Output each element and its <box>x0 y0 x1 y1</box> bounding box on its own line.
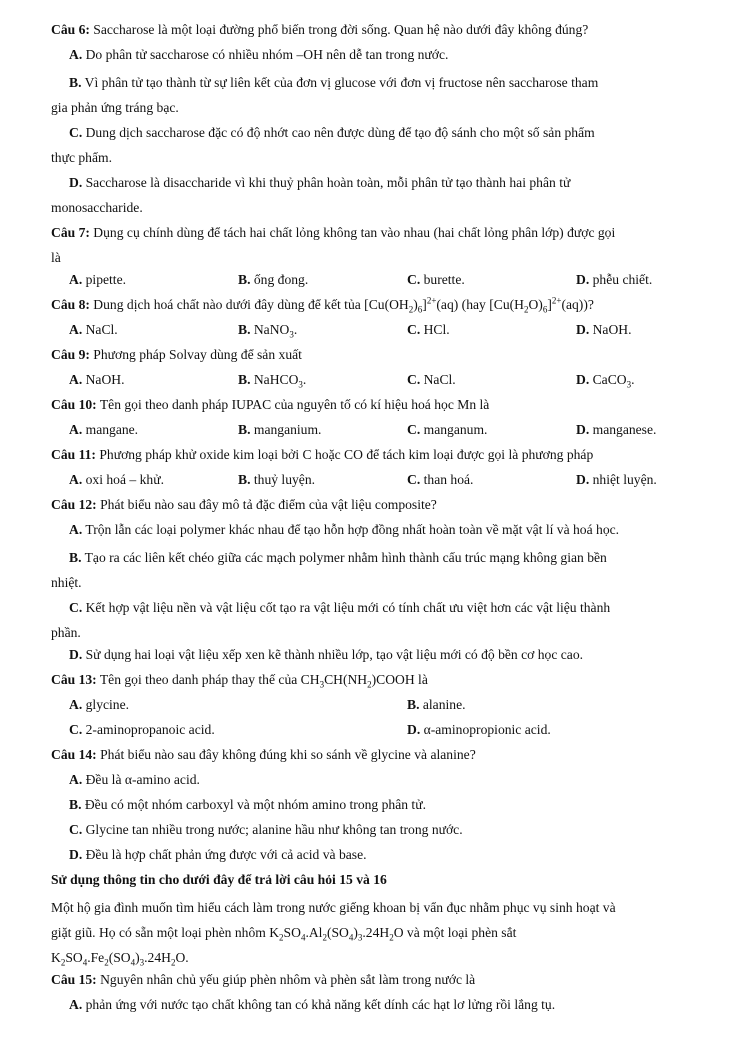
question-11-number: Câu 11: <box>51 447 96 462</box>
q9-option-a[interactable]: A. NaOH. <box>69 372 125 387</box>
question-8-number: Câu 8: <box>51 297 90 312</box>
question-8: Câu 8: Dung dịch hoá chất nào dưới đây dùng để kết tủa $[Cu(OH_2)_6]^{2+}(aq)$ (hay $[Cu(H_2O)_6]^{2+}(aq)$)? <box>51 295 594 315</box>
q7-option-b[interactable]: B. ống đong. <box>238 272 309 287</box>
q11-option-c[interactable]: C. than hoá. <box>407 472 474 487</box>
q6-option-d[interactable]: D. Saccharose là disaccharide vì khi thuỷ phân hoàn toàn, mỗi phân tử tạo thành hai phân tử monosaccharide. <box>51 175 571 215</box>
q7-option-d[interactable]: D. phễu chiết. <box>576 272 653 287</box>
info-paragraph: Một hộ gia đình muốn tìm hiểu cách làm trong nước giếng khoan bị vẩn đục nhằm phục vụ sinh hoạt và giặt giũ. Họ có sẵn một loại phèn nhôm $K_2SO_4.Al_2(SO_4)_3.24H_2O$ và một loại phèn sắt $K_2SO_4.Fe_2(SO_4)_3.24H_2O$. <box>51 900 616 968</box>
q8-option-b[interactable]: B. NaNO$_3$. <box>238 322 298 340</box>
question-15: Câu 15: Nguyên nhân chủ yếu giúp phèn nhôm và phèn sắt làm trong nước là <box>51 972 476 987</box>
q8-option-d[interactable]: D. NaOH. <box>576 322 632 337</box>
question-12: Câu 12: Phát biểu nào sau đây mô tả đặc điểm của vật liệu composite? <box>51 497 437 512</box>
q12-option-c[interactable]: C. Kết hợp vật liệu nền và vật liệu cốt tạo ra vật liệu mới có tính chất ưu việt hơn các vật liệu thành phần. <box>51 600 611 640</box>
question-11: Câu 11: Phương pháp khử oxide kim loại bởi C hoặc CO để tách kim loại được gọi là phương pháp <box>51 447 594 462</box>
q11-option-d[interactable]: D. nhiệt luyện. <box>576 472 657 487</box>
exam-page <box>51 20 713 1020</box>
q13-option-b[interactable]: B. alanine. <box>407 697 466 712</box>
q15-option-a[interactable]: A. phản ứng với nước tạo chất không tan có khả năng kết dính các hạt lơ lửng rồi lắng tụ. <box>69 997 556 1012</box>
q13-options-row-2 <box>51 720 713 745</box>
question-15-number: Câu 15: <box>51 972 97 987</box>
q10-option-c[interactable]: C. manganum. <box>407 422 488 437</box>
question-6-text: Saccharose là một loại đường phổ biến trong đời sống. Quan hệ nào dưới đây không đúng? <box>89 22 589 37</box>
question-7-number: Câu 7: <box>51 225 90 240</box>
question-9: Câu 9: Phương pháp Solvay dùng để sản xuất <box>51 347 302 362</box>
q11-option-a[interactable]: A. oxi hoá – khử. <box>69 472 164 487</box>
question-13: Câu 13: Tên gọi theo danh pháp thay thế của $CH_3CH(NH_2)COOH$ là <box>51 672 428 690</box>
question-7: Câu 7: Dụng cụ chính dùng để tách hai chất lỏng không tan vào nhau (hai chất lỏng phân lớp) được gọi là <box>51 225 616 265</box>
q9-option-c[interactable]: C. NaCl. <box>407 372 456 387</box>
q7-options <box>51 270 713 295</box>
q8-option-a[interactable]: A. NaCl. <box>69 322 118 337</box>
question-13-number: Câu 13: <box>51 672 97 687</box>
question-9-number: Câu 9: <box>51 347 90 362</box>
q13-option-a[interactable]: A. glycine. <box>69 697 130 712</box>
question-6 <box>51 20 713 45</box>
q8-options <box>51 320 713 345</box>
q9-option-d[interactable]: D. CaCO$_3$. <box>576 372 635 390</box>
question-14-number: Câu 14: <box>51 747 97 762</box>
q7-option-c[interactable]: C. burette. <box>407 272 465 287</box>
question-12-number: Câu 12: <box>51 497 97 512</box>
question-10-number: Câu 10: <box>51 397 97 412</box>
question-10: Câu 10: Tên gọi theo danh pháp IUPAC của nguyên tố có kí hiệu hoá học Mn là <box>51 397 490 412</box>
q14-option-b[interactable]: B. Đều có một nhóm carboxyl và một nhóm amino trong phân tử. <box>69 797 426 812</box>
q6-option-a[interactable]: A. Do phân tử saccharose có nhiều nhóm –OH nên dễ tan trong nước. <box>69 47 449 62</box>
q10-option-d[interactable]: D. manganese. <box>576 422 657 437</box>
q9-option-b[interactable]: B. NaHCO$_3$. <box>238 372 307 390</box>
question-14: Câu 14: Phát biểu nào sau đây không đúng khi so sánh về glycine và alanine? <box>51 747 476 762</box>
q14-option-d[interactable]: D. Đều là hợp chất phản ứng được với cả acid và base. <box>69 847 367 862</box>
q11-option-b[interactable]: B. thuỷ luyện. <box>238 472 316 487</box>
q13-option-c[interactable]: C. 2-aminopropanoic acid. <box>69 722 215 737</box>
q6-option-c[interactable]: C. Dung dịch saccharose đặc có độ nhớt cao nên được dùng để tạo độ sánh cho một số sản phẩm thực phẩm. <box>51 125 595 165</box>
q13-options-row-1 <box>51 695 713 720</box>
q12-option-b[interactable]: B. Tạo ra các liên kết chéo giữa các mạch polymer nhằm hình thành cấu trúc mạng không gian bền nhiệt. <box>51 550 607 590</box>
q12-option-d[interactable]: D. Sử dụng hai loại vật liệu xếp xen kẽ thành nhiều lớp, tạo vật liệu mới có độ bền cơ học cao. <box>69 647 584 662</box>
q14-option-c[interactable]: C. Glycine tan nhiều trong nước; alanine hầu như không tan trong nước. <box>69 822 463 837</box>
q13-option-d[interactable]: D. α-aminopropionic acid. <box>407 722 551 737</box>
q6-option-b[interactable]: B. Vì phân tử tạo thành từ sự liên kết của đơn vị glucose với đơn vị fructose nên saccharose tham gia phản ứng tráng bạc. <box>51 75 599 115</box>
q7-option-a[interactable]: A. pipette. <box>69 272 127 287</box>
q10-option-a[interactable]: A. mangane. <box>69 422 139 437</box>
question-6-number: Câu 6: <box>51 22 90 37</box>
q12-option-a[interactable]: A. Trộn lẫn các loại polymer khác nhau để tạo hỗn hợp đồng nhất hoàn toàn về mặt vật lí và hoá học. <box>69 522 620 537</box>
info-heading: Sử dụng thông tin cho dưới đây để trả lời câu hỏi 15 và 16 <box>51 872 387 887</box>
q10-options <box>51 420 713 445</box>
q11-options <box>51 470 713 495</box>
q14-option-a[interactable]: A. Đều là α-amino acid. <box>69 772 200 787</box>
q9-options <box>51 370 713 395</box>
q10-option-b[interactable]: B. manganium. <box>238 422 322 437</box>
q8-option-c[interactable]: C. HCl. <box>407 322 450 337</box>
